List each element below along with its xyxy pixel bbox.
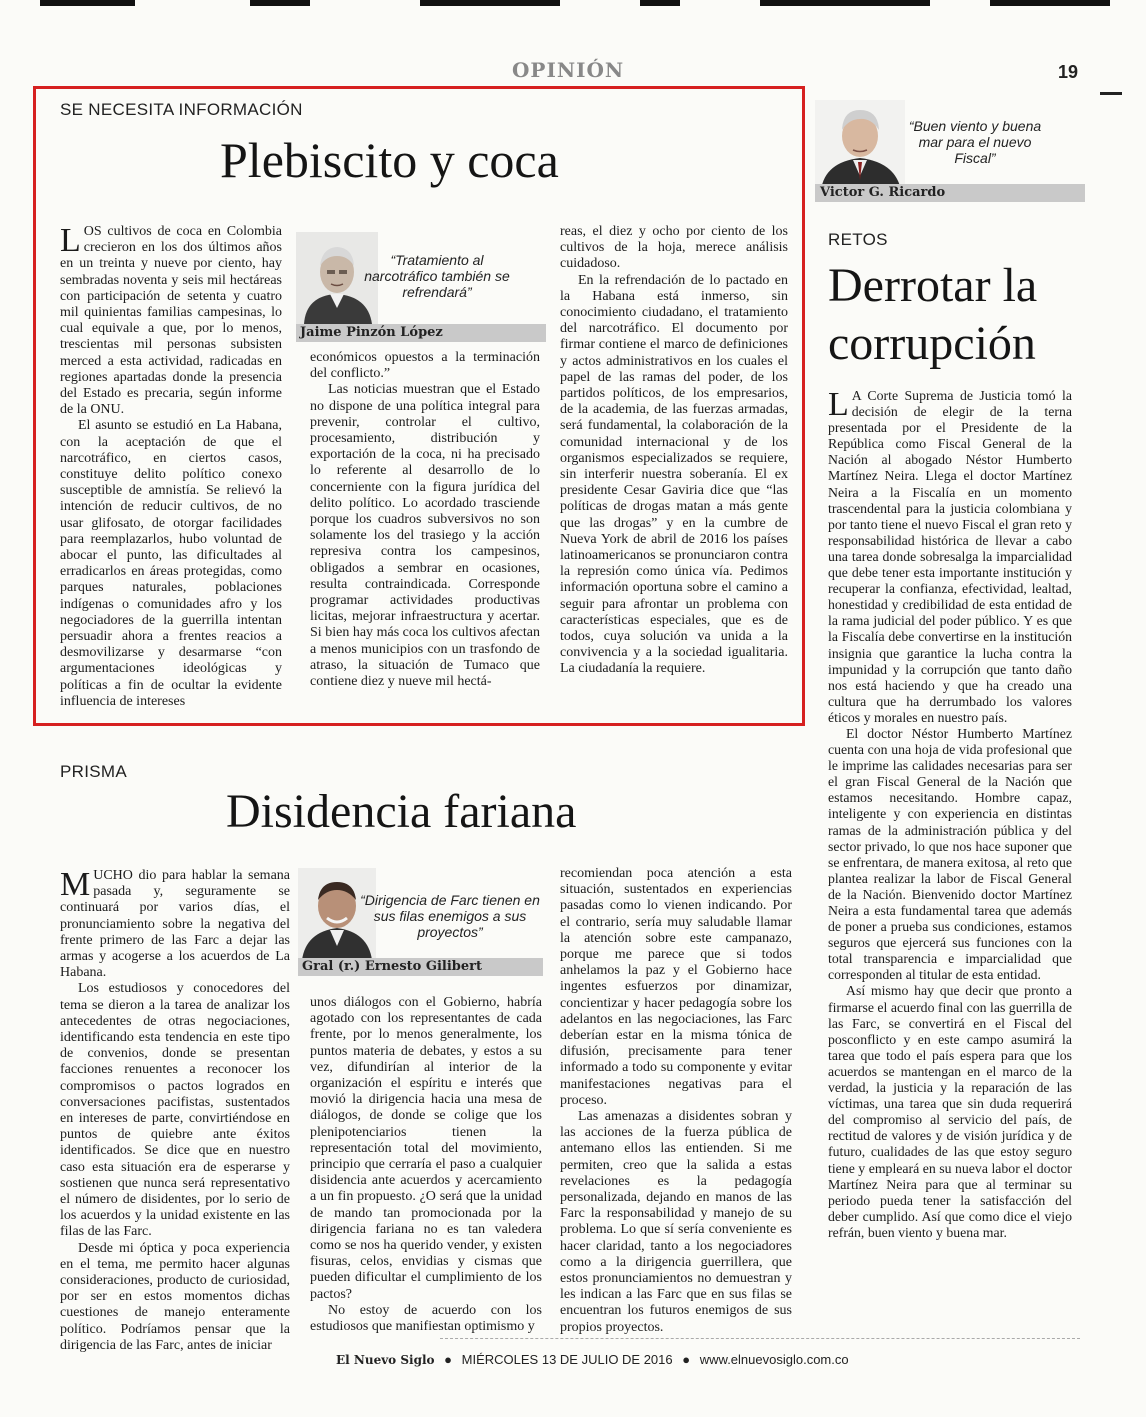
paragraph: A Corte Suprema de Justicia tomó la decisión de elegir de la terna presentada por el Presidente de la República como Fiscal General de la Nación al abogado Néstor Humberto Martínez Neira. Llega el doctor Martínez Neira a la Fiscalía en un momento trascendental para la justicia colombiana y por tanto tiene el nuevo Fiscal el gran reto y responsabilidad histórica de llevar a cabo una tarea donde sobresalga la imparcialidad que debe tener esta importante institución y recuperar la confianza, efectividad, lealtad, honestidad y credibilidad de esta entidad de la rama judicial del poder público. Y es que la Fiscalía debe convertirse en la institución insignia que garantice la lucha contra la impunidad y la corrupción que tanto daño nos está haciendo y que ha creado una cultura que ha derrumbado los valores éticos y morales en nuestro país. (828, 388, 1072, 725)
scan-mark (760, 0, 930, 6)
paragraph: recomiendan poca atención a esta situación, sustentados en experiencias pasadas como lo vienen indicando. Por el contrario, sería muy saludable llamar la atención sobre este campanazo, porque me parece que si todos anhelamos la paz y el Gobierno hace ingentes esfuerzos por dinamizar, concientizar y hacer pedagogía sobre los adelantos en las negociaciones, las Farc deberían estar en la misma tónica de difusión, precisamente para tener informado a todo su componente y evitar manifestaciones negativas para el proceso. (560, 866, 792, 1108)
paragraph: reas, el diez y ocho por ciento de los cultivos de la hoja, merece análisis cuidadoso. (560, 224, 788, 272)
website-link[interactable]: www.elnuevosiglo.com.co (699, 1352, 849, 1367)
paragraph: El asunto se estudió en La Habana, con la aceptación de que el narcotráfico, en ciertos casos, constituye delito político conexo susceptible de amnistía. Se relievó la intención de reducir cultivos, de no usar glifosato, de otorgar facilidades para reemplazarlos, hubo voluntad de abocar el punto, las dificultades al erradicarlos en áreas protegidas, como parques naturales, poblaciones indígenas o comunidades afro y los negociadores de la guerrilla intentan persuadir ahora a frentes reacios a desmovilizarse y desarmarse “con argumentaciones ideológicas y políticas a fin de ocultar la evidente influencia de intereses (60, 418, 282, 709)
article2-body (828, 388, 1072, 1241)
article1-column-3 (560, 224, 788, 678)
article1-column-1 (60, 224, 282, 710)
pull-quote: “Tratamiento al narcotráfico también se refrendará” (364, 252, 510, 300)
pull-quote: “Buen viento y buena mar para el nuevo Fiscal” (908, 118, 1042, 166)
author-name: Jaime Pinzón López (300, 325, 443, 340)
article2-title-line1: Derrotar la (828, 259, 1038, 312)
paper-name: El Nuevo Siglo (336, 1353, 435, 1367)
paragraph: En la refrendación de lo pactado en la Habana está inmerso, sin conocimiento ciudadano, el tratamiento del narcotráfico. El documento por firmar contiene el marco de definiciones y actos administrativos en los cuales el papel de las ramas del poder, de los partidos políticos, de los empresarios, de la academia, de las fuerzas armadas, será fundamental, la colaboración de la comunidad internacional y de los organismos especializados se requiere, sin interferir nuestra soberanía. El ex presidente Cesar Gaviria dice que “las políticas de drogas matan a más gente que las drogas” y en la cumbre de Nueva York de abril de 2016 los países latinoamericanos se pronunciaron contra la represión como única vía. Pedimos información oportuna sobre el camino a seguir para afrontar un problema con características especiales, que es de todos, cuya solución va unida a la convivencia y a la sociedad igualitaria. La ciudadanía la requiere. (560, 272, 788, 677)
dropcap: M (60, 866, 91, 903)
footer (336, 1352, 849, 1367)
paragraph: El doctor Néstor Humberto Martínez cuenta con una hoja de vida profesional que le imprime las calidades necesarias para ser el gran Fiscal General de la Nación que estamos necesitando. Hombre capaz, inteligente y con experiencia en distintas ramas de la administración pública y del sector privado, lo que nos hace suponer que se enfrentara, de manera exitosa, al reto que plantea realizar la labor de Fiscal General de la Nación. Bienvenido doctor Martínez Neira a esta fundamental tarea que además de poner a prueba sus condiciones, estamos seguros que ejercerá sus funciones con la total transparencia e imparcialidad que corresponden al titular de esta entidad. (828, 725, 1072, 983)
scan-mark (420, 0, 560, 6)
paragraph: económicos opuestos a la terminación del conflicto.” (310, 350, 540, 382)
bullet: ● (444, 1352, 453, 1367)
page-number: 19 (1058, 62, 1079, 82)
author-name: Gral (r.) Ernesto Gilibert (302, 959, 482, 974)
article1-column-2 (310, 350, 540, 690)
scan-mark (40, 0, 135, 6)
paragraph: Las amenazas a disidentes sobran y las acciones de la fuerza pública de antemano ellos las entienden. Si me permiten, creo que la salida a estas revelaciones es la pedagogía personalizada, dejando en manos de las Farc la responsabilidad y manejo de su problema. Lo que sí sería conveniente es hacer claridad, tanto a los negociadores como a la dirigencia guerrillera, que estos pronunciamientos no demuestran y les indican a las Farc que en sus filas se encuentran los futuros enemigos de sus propios proyectos. (560, 1109, 792, 1335)
section-masthead: OPINIÓN (512, 58, 625, 82)
dropcap: L (828, 386, 849, 423)
article3-column-1 (60, 868, 290, 1354)
paragraph: Así mismo hay que decir que pronto a firmarse el acuerdo final con las guerrilla de las Farc, se convertirá en el Fiscal del posconflicto y en este campo asumirá la tarea que todo el país espera para que los acuerdos se mantengan en el marco de la verdad, la justicia y la reparación de las víctimas, una tarea que sin duda requerirá del compromiso al servicio del país, de rectitud de valores y de visión jurídica y de futuro, cualidades de las que estoy seguro tiene y empleará en su nueva labor el doctor Martínez Neira para que al terminar su periodo pueda tener la satisfacción del deber cumplido. Así que como dice el viejo refrán, buen viento y buena mar. (828, 983, 1073, 1240)
article1-kicker: SE NECESITA INFORMACIÓN (60, 100, 303, 119)
author-name: Victor G. Ricardo (820, 185, 946, 200)
scan-mark (250, 0, 310, 6)
article3-kicker: PRISMA (60, 762, 127, 781)
footer-rule (440, 1338, 1080, 1339)
paragraph: OS cultivos de coca en Colombia crecieron en los dos últimos años en un treinta y nueve por ciento, hay sembradas noventa y seis mil hectáreas con participación de setenta y cuatro mil quinientas familias campesinas, lo cual equivale a que, por lo menos, trescientas mil personas subsisten merced a esta actividad, radicadas en regiones apartadas donde la presencia del Estado es precaria, según informe de la ONU. (60, 224, 282, 418)
paragraph: Desde mi óptica y poca experiencia en el tema, me permito hacer algunas consideraciones, producto de curiosidad, por ser en estos momentos dichas cuestiones de manejo enteramente político. Podríamos pensar que la dirigencia de las Farc, antes de iniciar (60, 1240, 290, 1353)
dropcap: L (60, 222, 81, 259)
article3-column-2 (310, 995, 542, 1335)
paragraph: UCHO dio para hablar la semana pasada y, seguramente se continuará por varios días, el pronunciamiento sobre la negativa del frente primero de las Farc a dejar las armas y acogerse a los acuerdos de La Habana. (60, 868, 290, 981)
article3-column-3 (560, 866, 792, 1336)
bullet: ● (682, 1352, 691, 1367)
issue-date: MIÉRCOLES 13 DE JULIO DE 2016 (461, 1352, 673, 1367)
article2-title-line2: corrupción (828, 317, 1036, 370)
scan-mark (990, 0, 1110, 6)
paragraph: Los estudiosos y conocedores del tema se dieron a la tarea de analizar los antecedentes de otras negociaciones, identificando esta tendencia en este tipo de convenios, donde se presentan facciones renuentes a reconocer los compromisos o pactos logrados en conversaciones pacifistas, sustentados en intereses de parte, convirtiéndose en puntos de quiebre ante éxitos identificados. Se dice que en nuestro caso esta situación era de esperarse y sostienen que nunca será representativo el número de disidentes, por lo serio de los acuerdos y la unidad existente en las filas de las Farc. (60, 981, 290, 1240)
paragraph: unos diálogos con el Gobierno, habría agotado con los representantes de cada frente, por lo menos generalmente, los puntos materia de debates, y estos a su vez, difundirían al interior de la organización el espíritu e interés que movió la dirigencia hacia una mesa de diálogos, de donde se colige que los plenipotenciarios tienen la representación total del movimiento, principio que cerraría el paso a cualquier disidencia ante acuerdos y acercamiento a un fin propuesto. ¿O será que la unidad de mando tan promocionada por la dirigencia fariana no es tan valedera como se nos ha querido vender, y existen fisuras, celos, envidias y cismas que pueden dificultar el cumplimiento de los pactos? (310, 995, 542, 1302)
article3-title: Disidencia fariana (226, 785, 577, 838)
paragraph: No estoy de acuerdo con los estudiosos que manifiestan optimismo y (310, 1302, 542, 1335)
edge-mark (1100, 92, 1122, 95)
author-portrait (815, 100, 905, 190)
article2-kicker: RETOS (828, 230, 888, 249)
scan-mark (640, 0, 680, 6)
paragraph: Las noticias muestran que el Estado no dispone de una política integral para prevenir, controlar el cultivo, procesamiento, distribución y exportación de la coca, ni ha precisado lo referente al desarrollo de lo concerniente con la figura jurídica del delito político. Lo acordado trasciende porque los cuadros subversivos no son solamente los del trasiego y la acción represiva contra los campesinos, obligados a sembrar en ocasiones, resulta contraindicada. Corresponde programar actividades productivas licitas, mejorar infraestructura y acertar. Si bien hay más coca los cultivos afectan a menos municipios con un trasfondo de atraso, la situación de Tumaco que contiene diez y nueve mil hectá- (310, 382, 540, 690)
pull-quote: “Dirigencia de Farc tienen en sus filas enemigos a sus proyectos” (360, 892, 540, 940)
article1-title: Plebiscito y coca (220, 132, 559, 188)
